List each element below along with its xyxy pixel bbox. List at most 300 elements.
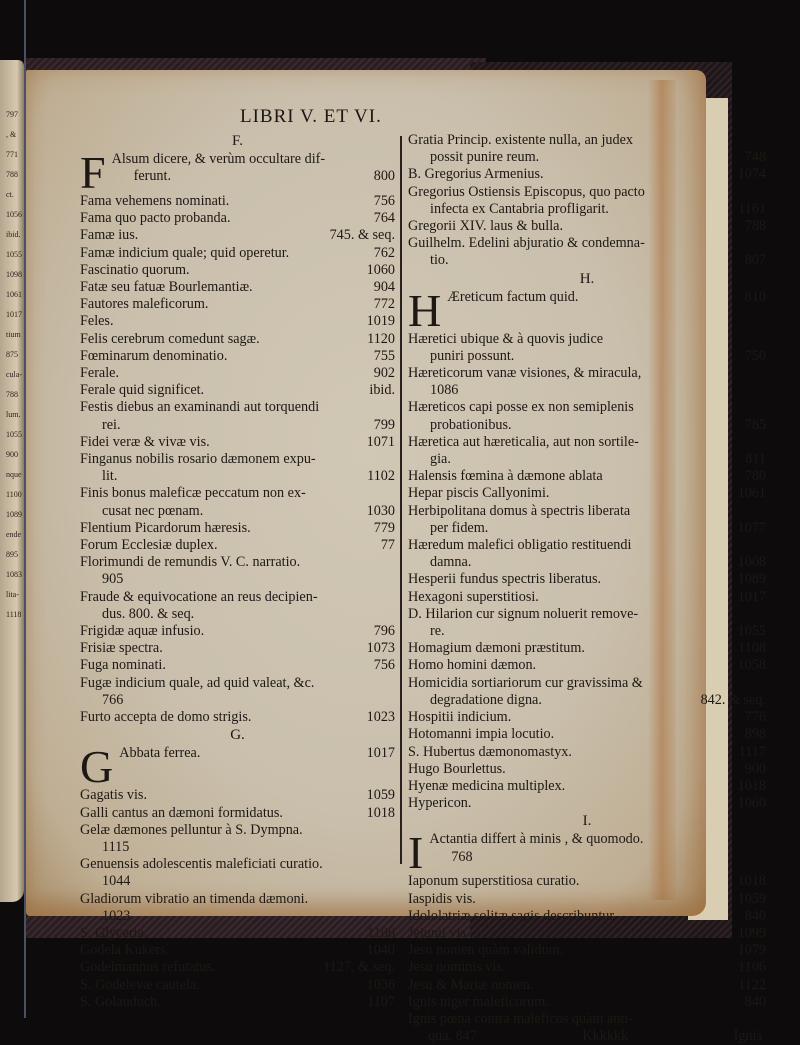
index-entry [408,675,766,692]
index-entry [408,726,766,743]
entry-text: Hesperii fundus spectris liberatus. [408,571,602,588]
index-entry [80,279,395,296]
index-entry-continuation [80,908,395,925]
entry-page: 1117 [738,743,766,760]
entry-text: Ferale. [80,365,119,382]
index-entry [80,520,395,537]
index-entry [408,571,766,588]
facing-fragment: 1098 [6,270,22,279]
facing-fragment: 1118 [6,610,22,619]
facing-fragment: 875 [6,350,18,359]
entry-text-cont: degradatione digna. [430,691,542,708]
entry-page: 1036 [366,976,395,993]
entry-page: 1018 [366,804,395,821]
entry-text-cont: cusat nec pœnam. [102,502,204,519]
entry-page: 1102 [367,468,395,485]
entry-text: Hospitii indicium. [408,709,512,726]
page-footer [408,1028,766,1045]
entry-page: 1120 [367,330,395,347]
entry-page: 1073 [366,640,395,657]
catchword: Ignis [733,1028,762,1045]
entry-text: Genuensis adolescentis maleficiati curatio. [80,856,323,873]
entry-page: 840 [744,993,766,1010]
index-entry [80,348,395,365]
entry-text-cont: infecta ex Cantabria profligarit. [430,200,609,217]
index-entry [80,210,395,227]
entry-text-cont: ferunt. [133,168,172,185]
entry-text: S. Golauduch. [80,993,161,1010]
index-entry [408,365,766,382]
entry-page: 755 [373,347,395,364]
entry-text: Hæreticos capi posse ex non semiplenis [408,399,634,416]
entry-text: Jesu nomen quàm validum. [408,942,564,959]
entry-text-cont: 766 [102,691,124,708]
index-entry-continuation [429,849,766,866]
index-entry [80,399,395,416]
facing-fragment: cula- [6,370,22,379]
entry-text-cont: tio. [430,252,449,269]
index-entry [80,365,395,382]
index-entry [80,925,395,942]
index-entry-continuation [408,623,766,640]
facing-fragment: 1055 [6,250,22,259]
entry-text: Fatæ seu fatuæ Bourlemantiæ. [80,279,253,296]
index-entry [80,589,395,606]
entry-page: 1017 [737,588,766,605]
index-entry [429,831,766,848]
drop-cap-initial: G [80,745,114,788]
entry-text: Fama vehemens nominati. [80,193,230,209]
drop-cap-initial: F [80,151,106,193]
entry-page: 1106 [367,924,395,941]
index-entry [80,554,395,571]
entry-text: Homicidia sortiariorum cur gravissima & [408,674,643,691]
facing-fragment: nque [6,470,22,479]
index-entry [408,399,766,416]
facing-fragment: 788 [6,390,18,399]
entry-text-cont: 1086 [430,382,459,399]
entry-page: 764 [373,210,395,227]
entry-page: 1071 [366,433,395,450]
index-entry-continuation [408,554,766,571]
facing-fragment: 1017 [6,310,22,319]
index-entry [112,151,395,168]
index-entry-continuation [408,520,766,537]
index-entry [80,245,395,262]
entry-page: 756 [373,193,395,209]
entry-page: 1018 [737,777,766,794]
index-entry [119,745,395,762]
index-entry [408,778,766,795]
entry-text: B. Gregorius Armenius. [408,166,544,183]
entry-text: Florimundi de remundis V. C. narratio. [80,554,301,571]
entry-text-cont: lit. [102,468,118,485]
entry-text: Gladiorum vibratio an timenda dæmoni. [80,890,309,907]
facing-fragment: 771 [6,150,18,159]
index-entry-continuation [80,873,395,890]
index-entry [80,959,395,976]
entry-text-cont: puniri possunt. [430,347,515,364]
entry-text: Godela Kukers. [80,942,170,959]
entry-text-cont: dus. 800. & seq. [102,605,195,622]
index-entry [80,709,395,726]
index-entry [408,873,766,890]
index-entry-continuation [80,468,395,485]
entry-page: 1059 [366,787,395,804]
entry-text: D. Hilarion cur signum noluerit remove- [408,605,639,622]
entry-page: 750 [744,347,766,364]
entry-text: Hypericon. [408,795,472,812]
entry-page: 902 [373,365,395,382]
entry-text: Hæredum malefici obligatio restituendi [408,537,632,554]
running-title: LIBRI V. ET VI. [240,106,382,127]
entry-page: 1008 [737,554,766,571]
drop-cap-block [80,745,395,787]
index-entry [80,822,395,839]
index-entry-continuation [80,606,395,623]
index-entry-continuation [408,451,766,468]
entry-text: Iaponum superstitiosa curatio. [408,873,580,890]
index-entry [408,503,766,520]
facing-fragment: lum. [6,410,21,419]
index-entry [408,795,766,812]
entry-text: Finis bonus maleficæ peccatum non ex- [80,485,306,502]
entry-page: 776 [744,709,766,726]
index-entry [408,331,766,348]
entry-text: Frigidæ aquæ infusio. [80,623,205,640]
entry-page: 1060 [737,795,766,812]
index-entry-continuation [80,839,395,856]
index-entry-continuation [80,692,395,709]
entry-text: S. Glyceria. [80,924,148,941]
right-index-column [408,132,766,1045]
facing-fragment: 1056 [6,210,22,219]
index-entry [408,709,766,726]
entry-page: 1099 [737,924,766,941]
entry-text: Furto accepta de domo strigis. [80,709,252,726]
entry-text: Feles. [80,313,114,330]
index-entry [408,891,766,908]
entry-text-cont: 1115 [102,838,130,855]
entry-page: ibid. [369,382,395,399]
entry-page: 842. & seq. [700,691,766,708]
entry-page: 840 [744,907,766,924]
entry-text: Hexagoni superstitiosi. [408,588,539,605]
entry-text: Jesu & Mariæ nomen. [408,976,534,993]
entry-text: Herbipolitana domus à spectris liberata [408,502,631,519]
entry-page: 811 [745,451,766,468]
index-entry [80,262,395,279]
entry-text: Forum Ecclesiæ duplex. [80,537,218,554]
facing-fragment: 1089 [6,510,22,519]
entry-text-cont: per fidem. [430,519,489,536]
entry-text: Ferale quid significet. [80,382,205,399]
entry-page: 1127. & seq. [323,959,395,976]
entry-text: Guilhelm. Edelini abjuratio & condemna- [408,235,645,252]
entry-page: 796 [373,623,395,640]
entry-page: 799 [373,416,395,433]
entry-page: 898 [744,726,766,743]
entry-text: Gagatis vis. [80,787,147,804]
entry-page: 1019 [366,313,395,330]
index-entry [408,657,766,674]
entry-page: 1161 [738,200,766,217]
index-entry [408,761,766,778]
entry-text: Fugæ indicium quale, ad quid valeat, &c. [80,674,315,691]
index-entry [80,856,395,873]
entry-page: 779 [373,519,395,536]
entry-page: 810 [744,288,766,305]
column-divider [400,136,402,864]
signature-mark: Kkkkkk [582,1028,629,1045]
facing-fragment: ct. [6,190,14,199]
entry-text: Gregorii XIV. laus & bulla. [408,218,563,235]
index-entry [80,623,395,640]
entry-text-cont: re. [430,623,445,640]
entry-text: Jejunii vis. [408,924,470,941]
entry-text: Fraude & equivocatione an reus decipien- [80,588,318,605]
index-entry [408,537,766,554]
index-entry [80,382,395,399]
entry-text: Fuga nominati. [80,657,166,674]
facing-fragment: 1100 [6,490,22,499]
index-entry [408,184,766,201]
entry-text: Felis cerebrum comedunt sagæ. [80,330,260,347]
entry-text-cont: rei. [102,416,121,433]
index-entry [408,468,766,485]
index-entry [80,451,395,468]
entry-text: Idololatriæ solitæ sagis describuntur. [408,907,617,924]
index-entry [408,942,766,959]
entry-text: Fautores maleficorum. [80,296,209,313]
section-letter: I. [582,813,592,830]
entry-text: S. Godelevæ cautela. [80,976,200,993]
index-entry-continuation [408,201,766,218]
entry-page: 1107 [367,993,395,1010]
index-entry [80,193,395,210]
index-entry [408,166,766,183]
entry-text-cont: 1044 [102,873,131,890]
entry-text: Gratia Princip. existente nulla, an judex [408,132,633,148]
index-entry [80,942,395,959]
drop-cap-block [408,831,766,873]
entry-text: Gregorius Ostiensis Episcopus, quo pacto [408,183,645,200]
entry-text: Actantia differt à minis , & quomodo. [429,831,644,848]
index-entry [408,235,766,252]
drop-cap-block [408,289,766,331]
entry-page: 1122 [738,976,766,993]
index-entry-continuation [408,252,766,269]
entry-page: 1108 [738,640,766,657]
index-entry [408,218,766,235]
index-entry [408,1011,766,1028]
entry-text: Ignis pœna contra maleficos quàm anti- [408,1010,633,1027]
entry-text-cont: probationibus. [430,416,512,433]
footer-continuation: qua. 847 [428,1028,477,1045]
entry-text: Hugo Bourlettus. [408,760,506,777]
entry-text: Godelmannus refutatus. [80,959,216,976]
index-entry-continuation [112,168,395,185]
entry-page: 807 [744,252,766,269]
entry-text: Frisiæ spectra. [80,640,163,657]
entry-text: Hæreticorum vanæ visiones, & miracula, [408,365,642,382]
entry-page: 77 [380,537,395,554]
facing-page-fragments [6,105,22,625]
index-entry [408,606,766,623]
entry-page: 1058 [737,657,766,674]
facing-fragment: 895 [6,550,18,559]
entry-text: Gelæ dæmones pelluntur à S. Dympna. [80,821,303,838]
left-index-column [80,132,395,1011]
facing-fragment: 1083 [6,570,22,579]
entry-text: S. Hubertus dæmonomastyx. [408,743,572,760]
entry-page: 762 [373,244,395,261]
entry-page: 904 [373,279,395,296]
entry-text: Fascinatio quorum. [80,261,190,278]
entry-page: 900 [744,760,766,777]
entry-page: 1089 [737,571,766,588]
index-entry [408,589,766,606]
index-entry [80,675,395,692]
index-entry-continuation [408,692,766,709]
entry-page: 745. & seq. [329,227,395,244]
entry-page: 1079 [737,942,766,959]
entry-text-cont: 905 [102,571,124,588]
entry-page: 1059 [737,890,766,907]
entry-text: Æreticum factum quid. [447,288,579,305]
entry-text-cont: possit punire reum. [430,149,540,166]
index-entry [80,805,395,822]
index-entry-continuation [408,348,766,365]
index-entry [408,959,766,976]
facing-fragment: 788 [6,170,18,179]
entry-text: Hæretica aut hæreticalia, aut non sortile- [408,433,639,450]
drop-cap-initial: I [408,831,424,874]
index-entry [80,296,395,313]
facing-fragment: lita- [6,590,19,599]
index-entry [408,994,766,1011]
section-letter: G. [230,727,245,744]
entry-text: Flentium Picardorum hæresis. [80,519,251,536]
entry-text-cont: 1023 [102,907,131,924]
entry-page: 788 [744,218,766,235]
index-entry [80,640,395,657]
facing-fragment: ende [6,530,22,539]
index-entry [80,537,395,554]
entry-text: Famæ indicium quale; quid operetur. [80,244,290,261]
index-entry-continuation [408,382,766,399]
index-entry [80,977,395,994]
index-entry [80,434,395,451]
entry-text: Fœminarum denominatio. [80,347,228,364]
entry-page: 772 [373,296,395,313]
index-entry [408,434,766,451]
entry-page: 1017 [366,745,395,762]
index-entry-continuation [80,417,395,434]
index-entry [80,485,395,502]
entry-page: 1106 [738,959,766,976]
index-entry [80,994,395,1011]
index-entry-continuation [408,417,766,434]
drop-cap-block [80,151,395,193]
entry-text: Iaspidis vis. [408,890,476,907]
entry-page: 748 [744,149,766,166]
index-entry [80,787,395,804]
drop-cap-initial: H [408,288,442,331]
entry-page: 1060 [366,261,395,278]
entry-text: Ignis niger maleficorum. [408,993,549,1010]
index-entry [80,657,395,674]
entry-text: Homagium dæmoni præstitum. [408,640,585,657]
index-entry [447,289,766,306]
entry-page: 1077 [737,519,766,536]
index-entry [408,925,766,942]
index-entry [80,331,395,348]
entry-text: Galli cantus an dæmoni formidatus. [80,804,283,821]
entry-text: Hæretici ubique & à quovis judice [408,330,604,347]
entry-page: 780 [744,468,766,485]
index-entry [80,227,395,244]
entry-page: 800 [373,168,395,185]
entry-text: Fama quo pacto probanda. [80,210,231,227]
facing-fragment: 900 [6,450,18,459]
index-entry [408,132,766,149]
section-letter: H. [579,270,595,287]
index-entry [408,640,766,657]
entry-text: Jesu nominis vis. [408,959,506,976]
entry-page: 1018 [737,873,766,890]
entry-text: Famæ ius. [80,227,139,244]
facing-fragment: ibid. [6,230,21,239]
entry-text: Halensis fœmina à dæmone ablata [408,468,603,485]
entry-text: Hepar piscis Callyonimi. [408,485,550,502]
entry-page: 1030 [366,502,395,519]
facing-fragment: , & [6,130,17,139]
entry-page: 1074 [737,166,766,183]
entry-text: Hotomanni impia locutio. [408,726,555,743]
entry-page: 1040 [366,942,395,959]
entry-text: Homo homini dæmon. [408,657,537,674]
entry-text-cont: gia. [430,451,451,468]
entry-text-cont: damna. [430,554,472,571]
index-entry [408,977,766,994]
entry-text: Festis diebus an examinandi aut torquendi [80,399,320,416]
entry-text-cont: 768 [451,848,473,865]
entry-page: 1023 [366,709,395,726]
facing-fragment: tium [6,330,21,339]
index-entry [408,908,766,925]
entry-page: 785 [744,416,766,433]
index-entry [408,744,766,761]
facing-fragment: 797 [6,110,18,119]
entry-page: 1055 [737,623,766,640]
entry-text: Alsum dicere, & verùm occultare dif- [111,151,326,167]
index-entry [408,485,766,502]
entry-text: Abbata ferrea. [119,745,201,762]
entry-page: 1061 [737,485,766,502]
section-letter: F. [232,133,243,149]
entry-text: Finganus nobilis rosario dæmonem expu- [80,451,316,468]
index-entry-continuation [408,149,766,166]
index-entry-continuation [80,503,395,520]
index-entry-continuation [80,571,395,588]
entry-text: Fidei veræ & vivæ vis. [80,433,210,450]
entry-page: 756 [373,657,395,674]
entry-text: Hyenæ medicina multiplex. [408,777,566,794]
facing-fragment: 1061 [6,290,22,299]
index-entry [80,891,395,908]
index-entry [80,313,395,330]
